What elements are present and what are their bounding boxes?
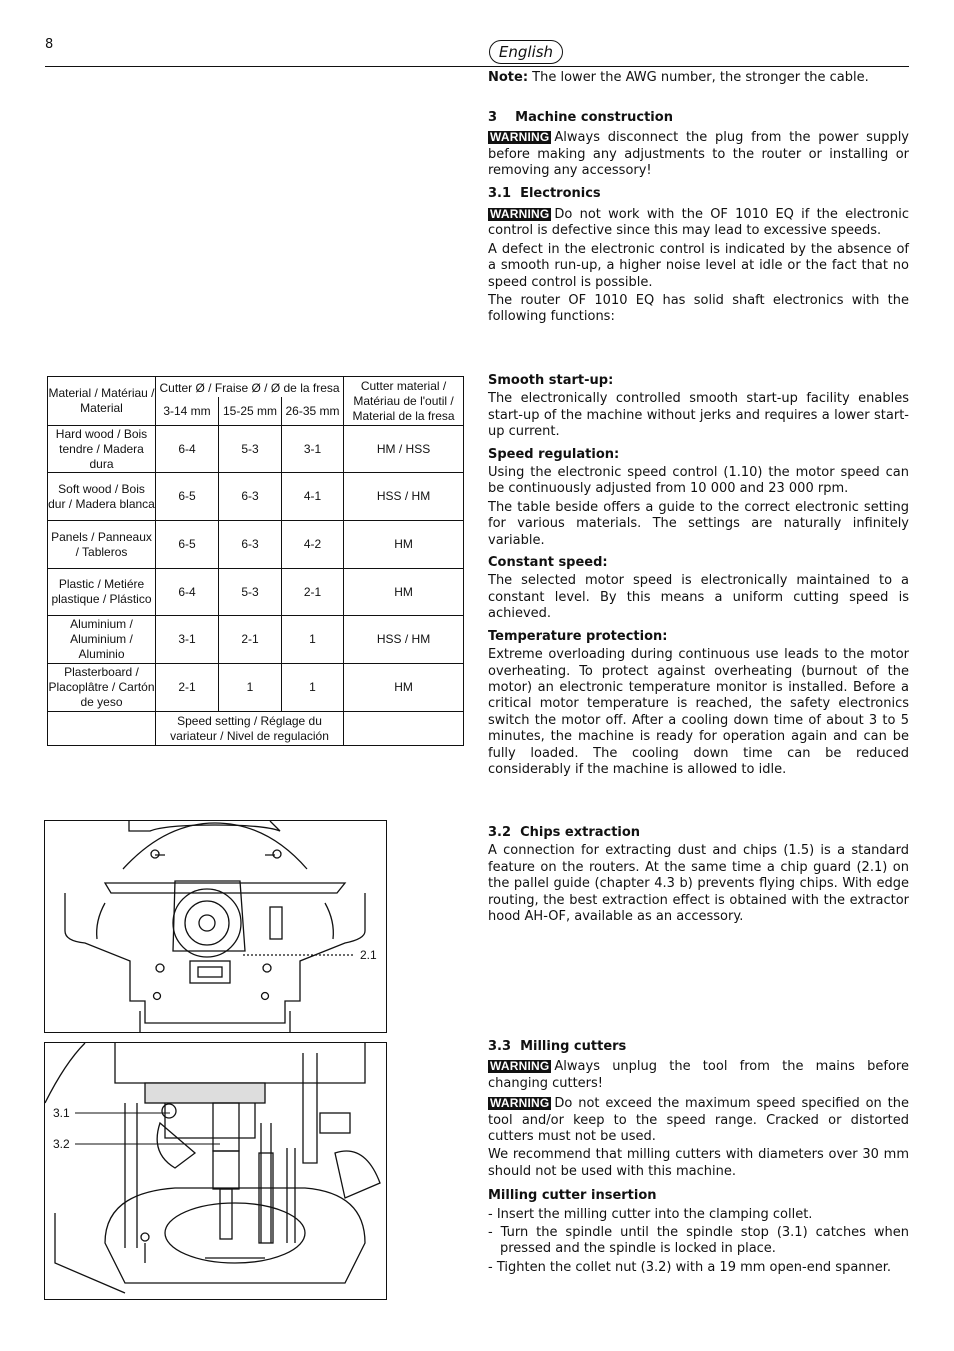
note-block xyxy=(488,70,909,86)
value-cell: 1 xyxy=(282,664,344,712)
cutter-material-cell: HM / HSS xyxy=(344,426,464,473)
warning-badge: WARNING xyxy=(490,1096,550,1111)
speedreg-p2: The table beside offers a guide to the correct electronic setting for various materials. The settings are naturally infinitely variable. xyxy=(488,499,909,548)
section-3-3-p1: We recommend that milling cutters with diameters over 30 mm should not be used with this machine. xyxy=(488,1147,909,1179)
value-cell: 6-5 xyxy=(156,521,219,569)
cutter-material-cell: HM xyxy=(344,521,464,569)
spindle-illustration xyxy=(45,1043,386,1299)
value-cell: 6-3 xyxy=(219,473,282,521)
header-material: Material / Matériau / Material xyxy=(48,377,156,426)
section-3-1-p1: A defect in the electronic control is indicated by the absence of a smooth run-up, a higher noise level at idle or the fact that no speed control is possible. xyxy=(488,241,909,290)
figure-chip-guard xyxy=(44,820,387,1033)
speedreg-p1: Using the electronic speed control (1.10) the motor speed can be continuously adjusted from 10 000 and 23 000 rpm. xyxy=(488,465,909,497)
warning-badge: WARNING xyxy=(490,1059,550,1074)
warning-badge: WARNING xyxy=(490,130,550,145)
material-cell: Plastic / Metiére plastique / Plástico xyxy=(48,569,156,616)
section-3-title: 3 Machine construction xyxy=(488,110,673,125)
header-cutter-label: Cutter Ø / Fraise Ø / Ø de la fresa xyxy=(159,381,340,395)
temp-text: Extreme overloading during continuous use leads to the motor overheating. To protect against overheating (burnout of the motor) an electronic temperature monitor is installed. Before a critical motor temperature is reached, the safety electronics switch the motor off. After a cooling down time of about 3 to 5 minutes, the machine is ready for operation again and can be fully loaded. The cooling down time can be reduced considerably if the machine is allowed to idle. xyxy=(488,647,909,777)
section-3-3-title: 3.3 Milling cutters xyxy=(488,1039,627,1054)
value-cell: 6-4 xyxy=(156,426,219,473)
insertion-step: - Tighten the collet nut (3.2) with a 19 mm open-end spanner. xyxy=(488,1259,892,1275)
speedreg-title: Speed regulation: xyxy=(488,446,620,462)
figure-label-3-1: 3.1 xyxy=(53,1106,70,1120)
table-row xyxy=(48,426,464,473)
cutter-material-cell: HM xyxy=(344,569,464,616)
value-cell: 4-1 xyxy=(282,473,344,521)
section-3-1-p2: The router OF 1010 EQ has solid shaft electronics with the following functions: xyxy=(488,293,909,325)
section-3-1-title: 3.1 Electronics xyxy=(488,185,601,201)
table-row xyxy=(48,521,464,569)
value-cell: 6-3 xyxy=(219,521,282,569)
table-row xyxy=(48,616,464,664)
section-3-2 xyxy=(488,825,909,925)
table-row xyxy=(48,473,464,521)
cutter-material-cell: HSS / HM xyxy=(344,616,464,664)
header-cutter xyxy=(156,377,344,426)
smooth-title: Smooth start-up: xyxy=(488,373,614,388)
insertion-step: - Insert the milling cutter into the clamping collet. xyxy=(488,1206,813,1222)
page-number: 8 xyxy=(45,37,54,52)
constant-title: Constant speed: xyxy=(488,555,608,571)
header-cutter-material: Cutter material / Matériau de l'outil / Material de la fresa xyxy=(344,377,464,426)
material-cell: Panels / Panneaux / Tableros xyxy=(48,521,156,569)
material-cell: Hard wood / Bois tendre / Madera dura xyxy=(48,426,156,473)
note-label: Note: xyxy=(488,70,529,85)
section-3-warning: Always disconnect the plug from the power supply before making any adjustments to the router or installing or removing any accessory! xyxy=(488,130,909,179)
value-cell: 3-1 xyxy=(282,426,344,473)
section-3 xyxy=(488,110,909,326)
empty-cell xyxy=(48,712,156,746)
value-cell: 1 xyxy=(282,616,344,664)
leader-lines xyxy=(75,1103,225,1153)
cutter-material-cell: HM xyxy=(344,664,464,712)
speed-setting-label: Speed setting / Réglage du variateur / Nivel de regulación xyxy=(156,712,344,746)
material-cell: Plasterboard / Placoplâtre / Cartón de yeso xyxy=(48,664,156,712)
value-cell: 5-3 xyxy=(219,569,282,616)
warning-badge: WARNING xyxy=(490,207,550,222)
table-row xyxy=(48,569,464,616)
language-badge: English xyxy=(489,40,563,64)
section-3-2-title: 3.2 Chips extraction xyxy=(488,825,641,840)
speed-setting-table xyxy=(47,376,464,746)
note-text: The lower the AWG number, the stronger the cable. xyxy=(528,70,869,85)
chip-guard-illustration xyxy=(45,821,386,1032)
section-3-3-warning-1: Always unplug the tool from the mains before changing cutters! xyxy=(488,1059,909,1091)
section-3-1-warning: Do not work with the OF 1010 EQ if the electronic control is defective since this may lead to excessive speeds. xyxy=(488,207,909,239)
header-rule xyxy=(45,66,909,67)
header-size: 15-25 mm xyxy=(218,397,281,425)
constant-text: The selected motor speed is electronically maintained to a constant level. By this means a uniform cutting speed is achieved. xyxy=(488,573,909,622)
cutter-material-cell: HSS / HM xyxy=(344,473,464,521)
value-cell: 1 xyxy=(219,664,282,712)
insertion-step: - Turn the spindle until the spindle stop (3.1) catches when pressed and the spindle is locked in place. xyxy=(488,1225,909,1257)
smooth-text: The electronically controlled smooth start-up facility enables start-up of the machine without jerks and requires a lower start-up current. xyxy=(488,391,909,440)
value-cell: 4-2 xyxy=(282,521,344,569)
material-cell: Soft wood / Bois dur / Madera blanca xyxy=(48,473,156,521)
insertion-title: Milling cutter insertion xyxy=(488,1188,657,1204)
value-cell: 3-1 xyxy=(156,616,219,664)
value-cell: 2-1 xyxy=(156,664,219,712)
figure-label-2-1: 2.1 xyxy=(360,948,377,962)
value-cell: 6-5 xyxy=(156,473,219,521)
value-cell: 2-1 xyxy=(219,616,282,664)
figure-label-3-2: 3.2 xyxy=(53,1137,70,1151)
material-cell: Aluminium / Aluminium / Aluminio xyxy=(48,616,156,664)
value-cell: 6-4 xyxy=(156,569,219,616)
header-size: 3-14 mm xyxy=(163,404,211,418)
empty-cell xyxy=(344,712,464,746)
electronics-functions xyxy=(488,373,909,778)
section-3-2-text: A connection for extracting dust and chips (1.5) is a standard feature on the routers. At the same time a chip guard (2.1) on the pallel guide (chapter 4.3 b) prevents flying chips. With edge routing, the best extraction effect is obtained with the extractor hood AH-OF, available as an accessory. xyxy=(488,843,909,925)
table-row xyxy=(48,664,464,712)
value-cell: 2-1 xyxy=(282,569,344,616)
header-size: 26-35 mm xyxy=(281,397,343,425)
section-3-3-warning-2: Do not exceed the maximum speed specified on the tool and/or keep to the speed range. Cracked or distorted cutters must not be used. xyxy=(488,1096,909,1145)
value-cell: 5-3 xyxy=(219,426,282,473)
temp-title: Temperature protection: xyxy=(488,628,668,644)
section-3-3 xyxy=(488,1039,909,1276)
figure-spindle-stop xyxy=(44,1042,387,1300)
